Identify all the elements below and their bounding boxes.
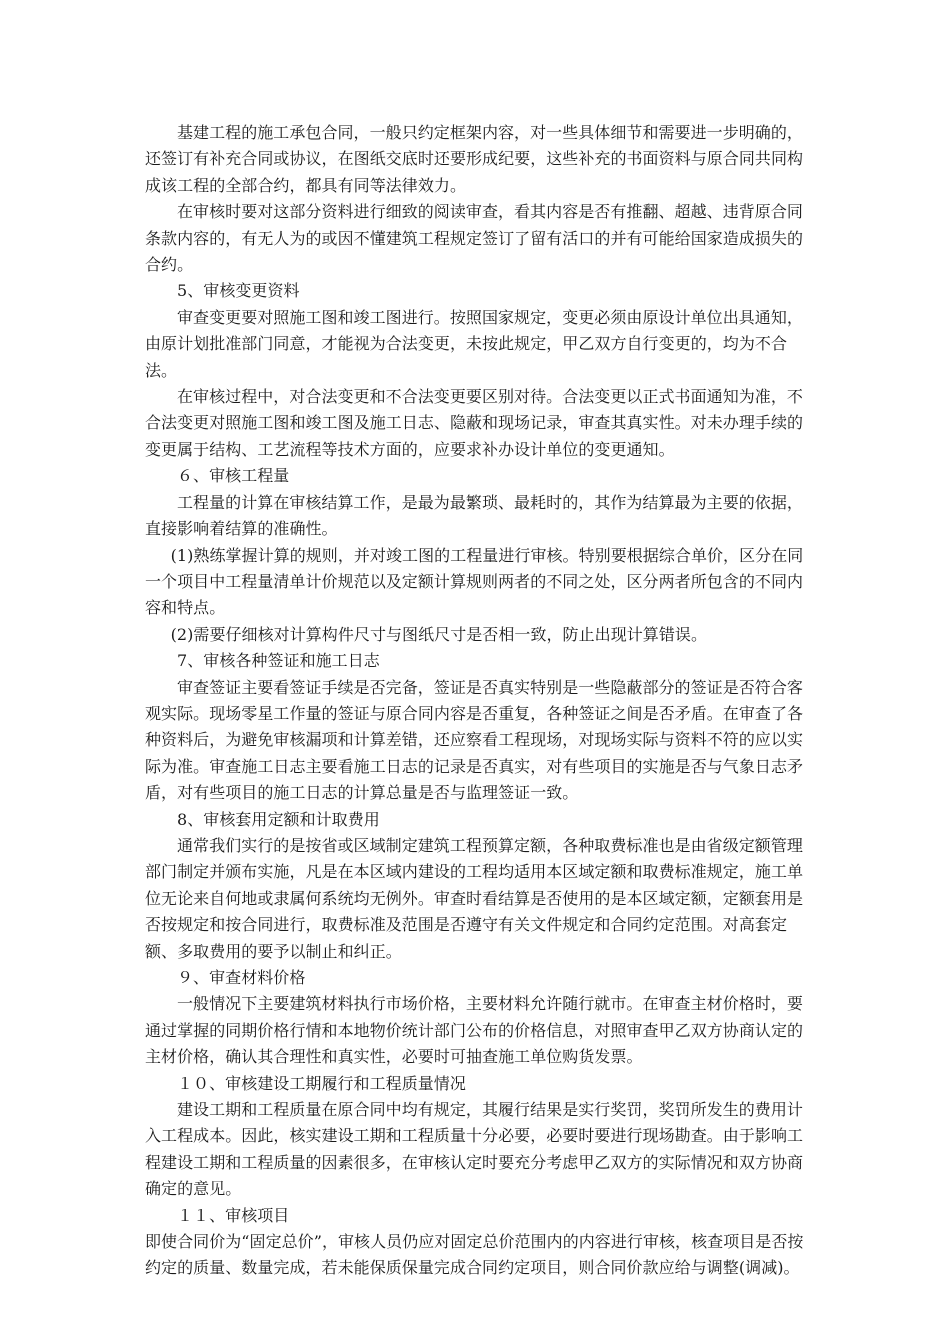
paragraph-review-supplements: 在审核时要对这部分资料进行细致的阅读审查，看其内容是否有推翻、超越、违背原合同条款内容的，有无人为的或因不懂建筑工程规定签订了留有活口的并有可能给国家造成损失的合约。 <box>145 202 804 275</box>
heading-5-change-documents: 5、审核变更资料 <box>177 281 300 301</box>
paragraph-schedule-quality: 建设工期和工程质量在原合同中均有规定，其履行结果是实行奖罚，奖罚所发生的费用计入工程成本。因此，核实建设工期和工程质量十分必要，必要时要进行现场勘查。由于影响工程建设工期和工程质量的因素很多，在审核认定时要充分考虑甲乙双方的实际情况和双方协商确定的意见。 <box>145 1100 804 1199</box>
paragraph-material-prices: 一般情况下主要建筑材料执行市场价格，主要材料允许随行就市。在审查主材价格时，要通过掌握的同期价格行情和本地物价统计部门公布的价格信息，对照审查甲乙双方协商认定的主材价格，确认其合理性和真实性，必要时可抽查施工单位购货发票。 <box>145 994 804 1067</box>
heading-6-quantities: ６、审核工程量 <box>177 466 290 486</box>
heading-11-project-items: １１、审核项目 <box>177 1205 290 1225</box>
heading-7-visas-logs: 7、审核各种签证和施工日志 <box>177 651 380 671</box>
paragraph-quota-review: 通常我们实行的是按省或区域制定建筑工程预算定额，各种取费标准也是由省级定额管理部门制定并颁布实施，凡是在本区域内建设的工程均适用本区域定额和取费标准规定，施工单位无论来自何地或隶属何系统均无例外。审查时看结算是否使用的是本区域定额，定额套用是否按规定和按合同进行，取费标准及范围是否遵守有关文件规定和合同约定范围。对高套定额、多取费用的要予以制止和纠正。 <box>145 835 804 961</box>
paragraph-quantity-rule-1: (1)熟练掌握计算的规则，并对竣工图的工程量进行审核。特别要根据综合单价，区分在同一个项目中工程量清单计价规范以及定额计算规则两者的不同之处，区分两者所包含的不同内容和特点。 <box>145 545 804 618</box>
paragraph-quantity-calculation: 工程量的计算在审核结算工作，是最为最繁琐、最耗时的，其作为结算最为主要的依据，直接影响着结算的准确性。 <box>145 492 803 539</box>
paragraph-visa-review: 审查签证主要看签证手续是否完备，签证是否真实特别是一些隐蔽部分的签证是否符合客观实际。现场零星工作量的签证与原合同内容是否重复，各种签证之间是否矛盾。在审查了各种资料后，为避免审核漏项和计算差错，还应察看工程现场，对现场实际与资料不符的应以实际为准。审查施工日志主要看施工日志的记录是否真实，对有些项目的实施是否与气象日志矛盾，对有些项目的施工日志的计算总量是否与监理签证一致。 <box>145 677 804 803</box>
heading-8-quota-fees: 8、审核套用定额和计取费用 <box>177 809 380 829</box>
document-body <box>145 120 805 1282</box>
paragraph-contract-supplements: 基建工程的施工承包合同，一般只约定框架内容，对一些具体细节和需要进一步明确的，还签订有补充合同或协议，在图纸交底时还要形成纪要，这些补充的书面资料与原合同共同构成该工程的全部合约，都具有同等法律效力。 <box>145 123 804 195</box>
heading-9-material-prices: ９、审查材料价格 <box>177 968 306 987</box>
paragraph-quantity-rule-2: (2)需要仔细核对计算构件尺寸与图纸尺寸是否相一致，防止出现计算错误。 <box>170 624 708 644</box>
paragraph-change-review: 审查变更要对照施工图和竣工图进行。按照国家规定，变更必须由原设计单位出具通知，由原计划批准部门同意，才能视为合法变更，未按此规定，甲乙双方自行变更的，均为不合法。 <box>145 307 803 380</box>
heading-10-schedule-quality: １０、审核建设工期履行和工程质量情况 <box>177 1073 466 1093</box>
paragraph-fixed-price: 即使合同价为“固定总价”，审核人员仍应对固定总价范围内的内容进行审核，核查项目是否按约定的质量、数量完成，若未能保质保量完成合同约定项目，则合同价款应给与调整(调减)。 <box>145 1232 804 1278</box>
paragraph-change-legality: 在审核过程中，对合法变更和不合法变更要区别对待。合法变更以正式书面通知为准，不合法变更对照施工图和竣工图及施工日志、隐蔽和现场记录，审查其真实性。对未办理手续的变更属于结构、工艺流程等技术方面的，应要求补办设计单位的变更通知。 <box>145 387 804 459</box>
